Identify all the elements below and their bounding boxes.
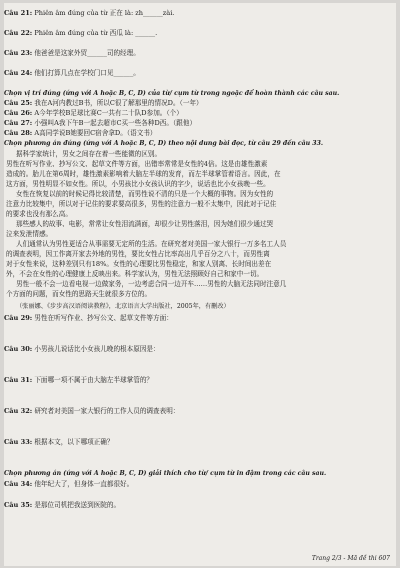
- question-31: Câu 31: 下面哪一项不属于由大脑左半球掌管的？: [4, 376, 154, 384]
- passage-line: 据科学家统计，男女之间存在着一些能微的区别。: [16, 150, 162, 158]
- passage-line: 男性一般不会一边看电视一边做家务，一边考虑合同一边开车……男性的大脑无法同时注意几: [16, 280, 287, 288]
- instruction-bold-words: Chọn phương án (ứng với A hoặc B, C, D) giải thích cho từ/ cụm từ in đậm trong các câu sau.: [4, 470, 327, 477]
- passage-line: 的要求也没有那么高。: [6, 210, 72, 218]
- passage-line: 这方面，男性明显不如女性。所以，小男孩比小女孩认识的字少，说话也比小女孩晚一些。: [6, 180, 270, 188]
- instruction-reading: Chọn phương án đúng (ứng với A hoặc B, C, D) theo nội dung bài đọc, từ câu 29 đến câu 33.: [4, 140, 324, 147]
- passage-line: 女性在恢复以前的时候记得比较清楚，而男性说不清的只是一个大概的事物。因为女性的: [16, 190, 274, 198]
- passage-line: 的调查表明，因工作离开家去外地的男性，要比女性占比率高出几乎百分之八十，而男性离: [6, 250, 270, 258]
- question-28: Câu 28: A高同学说B她要回C宿舍拿D。（语文书）: [4, 129, 157, 137]
- passage-line: 泣来发泄情感。: [6, 230, 53, 238]
- question-35: Câu 35: 是那位司机把我送到医院的。: [4, 501, 121, 509]
- question-32: Câu 32: 研究者对美国一家大银行的工作人员的调查表明：: [4, 407, 180, 415]
- question-24: Câu 24: 他们打算几点在学校门口见______。: [4, 69, 140, 77]
- passage-line: 男性在听写作业、抄写公文、起草文件等方面，出错率常常是女性的4倍。这是由雄性激素: [6, 160, 268, 168]
- passage-source: （张丽娜、《步步高汉语阅读教程》，北京语言大学出版社，2005年，有删改）: [16, 303, 230, 310]
- question-34: Câu 34: 他年纪大了，但身体一直都很好。: [4, 480, 134, 488]
- question-25: Câu 25: 我在A河内教过B书，所以C很了解那里的情况D。（一年）: [4, 99, 203, 107]
- instruction-position: Chọn vị trí đúng (ứng với A hoặc B, C, D) của từ/ cụm từ trong ngoặc để hoàn thành các câu sau.: [4, 90, 340, 97]
- passage-line: 造成的。胎儿在第6周时，雄性激素影响着大脑左半球的发育，而左半球掌管着语言。因此，在: [6, 170, 281, 178]
- passage-line: 注意力比较集中，所以对于记住的要求要高很多，男性的注意力一般不太集中，因此对于记住: [6, 200, 277, 208]
- passage-line: 个方面的问题，而女性的思路天生就很多方位的。: [6, 290, 152, 298]
- question-26: Câu 26: A今年学校B足球比赛C一共有二十队D参加。（个）: [4, 109, 183, 117]
- passage-line: 外，不会在女性的心理健康上反映出来。科学家认为，男性无法照顾好自己和家中一切。: [6, 270, 264, 278]
- passage-line: 对于女性来说，这种差别只有18%。女性的心理要比男性稳定，和家人别离、长时间出差在: [6, 260, 272, 268]
- question-33: Câu 33: 根据本文，以下哪项正确？: [4, 438, 114, 446]
- passage-line: 人们通常认为男性更适合从事需要无定所的生活。在研究者对美国一家大银行一万多名工人员: [16, 240, 287, 248]
- question-22: Câu 22: Phiên âm đúng của từ 西瓜 là: ______.: [4, 29, 158, 37]
- question-27: Câu 27: 小强叫A我下午B一起去超市C买一些各种D西。（跟他）: [4, 119, 197, 127]
- passage-line: 那些感人的故事、电影，常常让女性泪流满面，却很少让男性落泪，因为她们很少通过哭: [16, 220, 274, 228]
- question-30: Câu 30: 小男孩儿说话比小女孩儿晚的根本原因是：: [4, 345, 160, 353]
- exam-page: [4, 3, 396, 566]
- question-29: Câu 29: 男性在听写作业、抄写公文、起草文件等方面：: [4, 314, 173, 322]
- question-21: Câu 21: Phiên âm đúng của từ 正在 là: zh______zài.: [4, 9, 175, 17]
- page-footer: Trang 2/3 - Mã đề thi 607: [311, 555, 390, 562]
- question-23: Câu 23: 他爸爸是这家外贸______司的经理。: [4, 49, 140, 57]
